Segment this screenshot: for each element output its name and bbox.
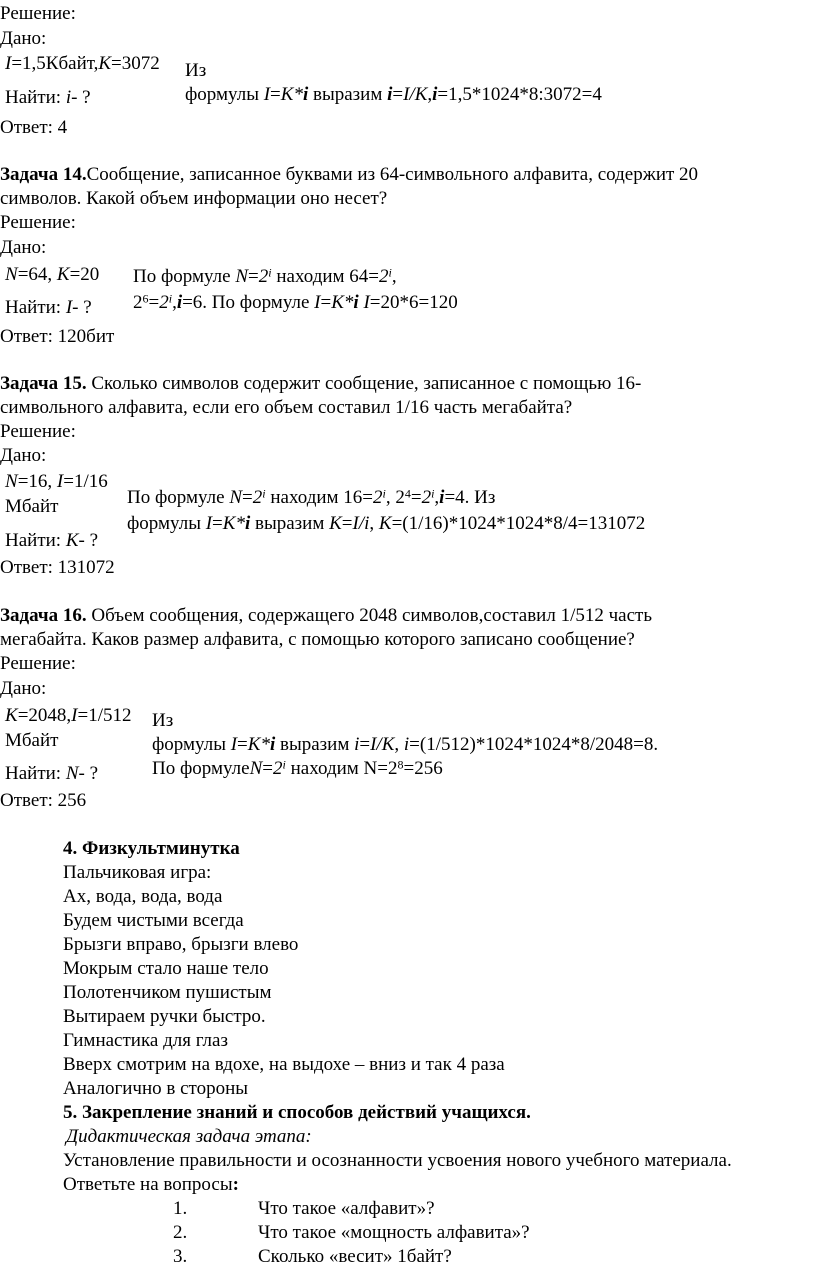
task-15-text-1: Задача 15. Сколько символов содержит сообщение, записанное с помощью 16- (0, 373, 642, 394)
given-unit: Мбайт (5, 496, 59, 517)
solution-label: Решение: (0, 421, 76, 442)
question-text: Что такое «алфавит»? (258, 1198, 435, 1219)
solution-line-2: $2^6=2^i,i=6$. По формуле I=K*i I=20*6=120 (133, 291, 458, 313)
solution-line-2: формулы I=K*i выразим K=I/i, K=(1/16)*1024*1024*8/4=131072 (127, 513, 646, 534)
answer-line: Ответ: 120бит (0, 326, 115, 347)
fiz-line: Аналогично в стороны (63, 1078, 249, 1099)
find-label: Найти: K- ? (5, 530, 99, 551)
solution-line-1: По формуле $N=2^i$ находим $64=2^i$, (133, 265, 397, 287)
find-label: Найти: I- ? (5, 297, 92, 318)
solution-label: Решение: (0, 212, 76, 233)
solution-label: Решение: (0, 653, 76, 674)
question-number: 2. (173, 1222, 188, 1243)
answer-line: Ответ: 131072 (0, 557, 115, 578)
given-label: Дано: (0, 445, 47, 466)
fiz-line: Полотенчиком пушистым (63, 982, 272, 1003)
answer-line: Ответ: 256 (0, 790, 87, 811)
question-number: 3. (173, 1246, 188, 1267)
solution-formula: формулы I=K*i выразим i=I/K,i=1,5*1024*8:3072=4 (185, 84, 602, 105)
task-16-text-1: Задача 16. Объем сообщения, содержащего 2048 символов,составил 1/512 часть (0, 605, 652, 626)
given-values: N=16, I=1/16 (5, 471, 108, 492)
section-5-subheading: Дидактическая задача этапа: (66, 1126, 312, 1147)
solution-iz: Из (152, 710, 174, 731)
answer-line: Ответ: 4 (0, 117, 68, 138)
fiz-line: Мокрым стало наше тело (63, 958, 269, 979)
section-5-heading: 5. Закрепление знаний и способов действий учащихся. (63, 1102, 531, 1123)
fiz-line: Ах, вода, вода, вода (63, 886, 223, 907)
find-label: Найти: i- ? (5, 87, 91, 108)
task-15-text-2: символьного алфавита, если его объем составил 1/16 часть мегабайта? (0, 397, 573, 418)
question-text: Что такое «мощность алфавита»? (258, 1222, 530, 1243)
given-values: K=2048,I=1/512 (5, 705, 132, 726)
solution-line-2: По $формулеN=2^i$ находим $N=2^8=256$ (152, 757, 443, 779)
fiz-line: Вытираем ручки быстро. (63, 1006, 266, 1027)
given-label: Дано: (0, 237, 47, 258)
question-text: Сколько «весит» 1байт? (258, 1246, 452, 1267)
fiz-line: Вверх смотрим на вдохе, на выдохе – вниз и так 4 раза (63, 1054, 505, 1075)
question-number: 1. (173, 1198, 188, 1219)
fiz-line: Пальчиковая игра: (63, 862, 212, 883)
solution-iz: Из (185, 60, 207, 81)
given-unit: Мбайт (5, 730, 59, 751)
fizkultminutka-heading: 4. Физкультминутка (63, 838, 240, 859)
answer-prompt: Ответьте на вопросы: (63, 1174, 239, 1195)
given-values: I=1,5Кбайт,K=3072 (5, 53, 160, 74)
solution-line-1: формулы I=K*i выразим i=I/K, i=(1/512)*1024*1024*8/2048=8. (152, 734, 659, 755)
section-5-text: Установление правильности и осознанности усвоения нового учебного материала. (63, 1150, 732, 1171)
task-14-text-1: Задача 14.Сообщение, записанное буквами из 64-символьного алфавита, содержит 20 (0, 164, 699, 185)
task-16-text-2: мегабайта. Каков размер алфавита, с помощью которого записано сообщение? (0, 629, 635, 650)
fiz-line: Гимнастика для глаз (63, 1030, 228, 1051)
given-label: Дано: (0, 28, 47, 49)
given-label: Дано: (0, 678, 47, 699)
task-14-text-2: символов. Какой объем информации оно несет? (0, 188, 388, 209)
solution-label: Решение: (0, 3, 76, 24)
find-label: Найти: N- ? (5, 763, 99, 784)
fiz-line: Брызги вправо, брызги влево (63, 934, 299, 955)
given-values: N=64, K=20 (5, 264, 100, 285)
solution-line-1: По формуле $N=2^i$ находим $16=2^i$, $2^4=2^i,i=4$. Из (127, 486, 496, 508)
fiz-line: Будем чистыми всегда (63, 910, 244, 931)
